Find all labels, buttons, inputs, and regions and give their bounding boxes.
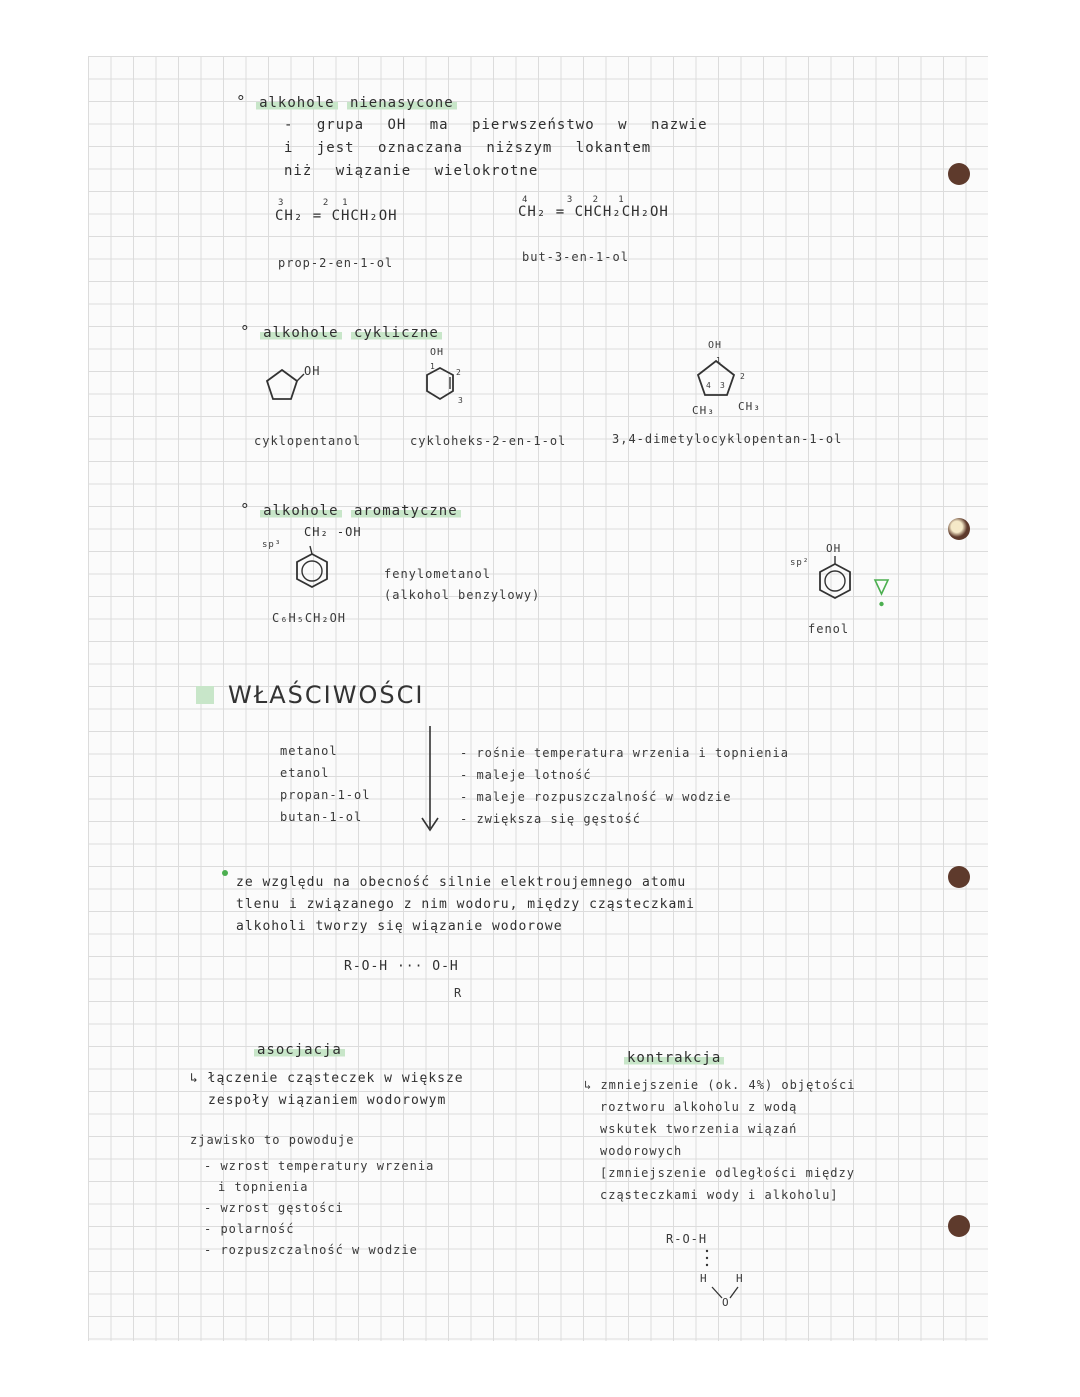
definition-line: roztworu alkoholu z wodą bbox=[600, 1100, 798, 1114]
effect-item: i topnienia bbox=[218, 1180, 309, 1194]
paragraph-line: ze względu na obecność silnie elektroujemnego atomu bbox=[236, 875, 687, 890]
oh-label: OH bbox=[708, 340, 723, 351]
locant-label: 1 bbox=[716, 356, 722, 365]
bullet: ° bbox=[240, 500, 251, 519]
alcohol-series-list bbox=[280, 740, 370, 828]
hbond-r-label: R bbox=[454, 986, 463, 1000]
name-cyclohexenol: cykloheks-2-en-1-ol bbox=[410, 434, 567, 448]
phenol-ring bbox=[812, 556, 858, 606]
kontrakcja-title: kontrakcja bbox=[624, 1050, 724, 1066]
definition-line: wskutek tworzenia wiązań bbox=[600, 1122, 798, 1136]
hbond-scheme: R-O-H ··· O-H bbox=[344, 959, 459, 974]
formula2-locants: 4 3 2 1 bbox=[522, 195, 625, 205]
locant-label: 3 bbox=[458, 396, 464, 405]
rule-line-3: niż wiązanie wielokrotne bbox=[284, 163, 539, 179]
trend-list bbox=[460, 742, 789, 830]
heading-marker bbox=[196, 686, 214, 704]
locant-label: 2 bbox=[456, 368, 462, 377]
heading-properties: WŁAŚCIWOŚCI bbox=[228, 681, 425, 709]
water-o: O bbox=[722, 1296, 730, 1309]
binder-hole-1 bbox=[948, 163, 970, 185]
definition-line: zespoły wiązaniem wodorowym bbox=[208, 1093, 447, 1108]
sp2-label: sp² bbox=[790, 558, 810, 568]
hbond-dots bbox=[704, 1248, 710, 1270]
trend-item: - maleje lotność bbox=[460, 768, 592, 782]
name-butenol: but-3-en-1-ol bbox=[522, 250, 629, 264]
ch3-label: CH₃ bbox=[738, 400, 761, 413]
paragraph-line: tlenu i związanego z nim wodoru, między cząsteczkami bbox=[236, 897, 695, 912]
definition-line: [zmniejszenie odległości między bbox=[600, 1166, 855, 1180]
ch3-label: CH₃ bbox=[692, 404, 715, 417]
locant-label: 4 bbox=[706, 381, 712, 390]
locant-label: 2 bbox=[740, 372, 746, 381]
name-fenylometanol: fenylometanol bbox=[384, 567, 491, 581]
trend-item: - zwiększa się gęstość bbox=[460, 812, 641, 826]
ch2oh-label: CH₂ -OH bbox=[304, 525, 362, 539]
title-word-2: nienasycone bbox=[347, 95, 457, 111]
binder-hole-2 bbox=[948, 518, 970, 540]
alcohol-item: propan-1-ol bbox=[280, 788, 371, 802]
sp3-label: sp³ bbox=[262, 540, 282, 550]
binder-hole-3 bbox=[948, 866, 970, 888]
formula-benzyl: C₆H₅CH₂OH bbox=[272, 611, 347, 625]
warning-triangle-icon bbox=[874, 578, 890, 608]
name-benzyl-alcohol: (alkohol benzylowy) bbox=[384, 588, 541, 602]
asocjacja-title: asocjacja bbox=[254, 1042, 345, 1058]
rule-line-1: - grupa OH ma pierwszeństwo w nazwie bbox=[284, 117, 708, 133]
name-dimethylcyclopentanol: 3,4-dimetylocyklopentan-1-ol bbox=[612, 432, 843, 446]
bullet: ° bbox=[240, 322, 251, 341]
alcohol-item: metanol bbox=[280, 744, 338, 758]
green-bullet bbox=[222, 870, 228, 876]
section-title-cyclic: ° alkohole cykliczne bbox=[240, 322, 442, 341]
asocjacja-definition bbox=[190, 1068, 464, 1112]
name-propenol: prop-2-en-1-ol bbox=[278, 256, 394, 270]
name-fenol: fenol bbox=[808, 622, 850, 636]
water-h1: H bbox=[700, 1272, 708, 1285]
locant-label: 1 bbox=[430, 362, 436, 371]
definition-line: ↳ zmniejszenie (ok. 4%) objętości bbox=[584, 1078, 856, 1092]
oh-label: OH bbox=[826, 542, 842, 555]
section-title-aromatic: ° alkohole aromatyczne bbox=[240, 500, 461, 519]
water-hbond-roh: R-O-H bbox=[666, 1232, 708, 1246]
trend-item: - maleje rozpuszczalność w wodzie bbox=[460, 790, 732, 804]
locant-label: 3 bbox=[720, 381, 726, 390]
effect-item: - wzrost gęstości bbox=[204, 1201, 344, 1215]
effects-intro: zjawisko to powoduje bbox=[190, 1133, 355, 1147]
benzyl-alcohol-ring bbox=[294, 546, 340, 594]
effect-item: - wzrost temperatury wrzenia bbox=[204, 1159, 435, 1173]
oh-label: OH bbox=[430, 347, 445, 358]
formula-propenol: CH₂ = CHCH₂OH bbox=[275, 208, 398, 224]
definition-line: cząsteczkami wody i alkoholu] bbox=[600, 1188, 839, 1202]
down-arrow-icon bbox=[420, 726, 440, 834]
paragraph-line: alkoholi tworzy się wiązanie wodorowe bbox=[236, 919, 563, 934]
hbond-paragraph bbox=[236, 872, 695, 938]
bullet: ° bbox=[236, 92, 247, 111]
name-cyclopentanol: cyklopentanol bbox=[254, 434, 361, 448]
title-word-1: alkohole bbox=[256, 95, 337, 111]
oh-label: OH bbox=[304, 364, 321, 378]
definition-line: ↳ łączenie cząsteczek w większe bbox=[190, 1071, 464, 1086]
effect-item: - polarność bbox=[204, 1222, 295, 1236]
formula1-locants: 3 2 1 bbox=[278, 198, 349, 208]
section-title-unsaturated bbox=[236, 92, 457, 111]
water-h2: H bbox=[736, 1272, 744, 1285]
formula-butenol: CH₂ = CHCH₂CH₂OH bbox=[518, 204, 669, 220]
rule-line-2: i jest oznaczana niższym lokantem bbox=[284, 140, 652, 156]
kontrakcja-definition bbox=[584, 1074, 855, 1206]
alcohol-item: butan-1-ol bbox=[280, 810, 363, 824]
effect-item: - rozpuszczalność w wodzie bbox=[204, 1243, 418, 1257]
alcohol-item: etanol bbox=[280, 766, 330, 780]
binder-hole-4 bbox=[948, 1215, 970, 1237]
effects-list bbox=[204, 1156, 434, 1261]
trend-item: - rośnie temperatura wrzenia i topnienia bbox=[460, 746, 789, 760]
definition-line: wodorowych bbox=[600, 1144, 683, 1158]
